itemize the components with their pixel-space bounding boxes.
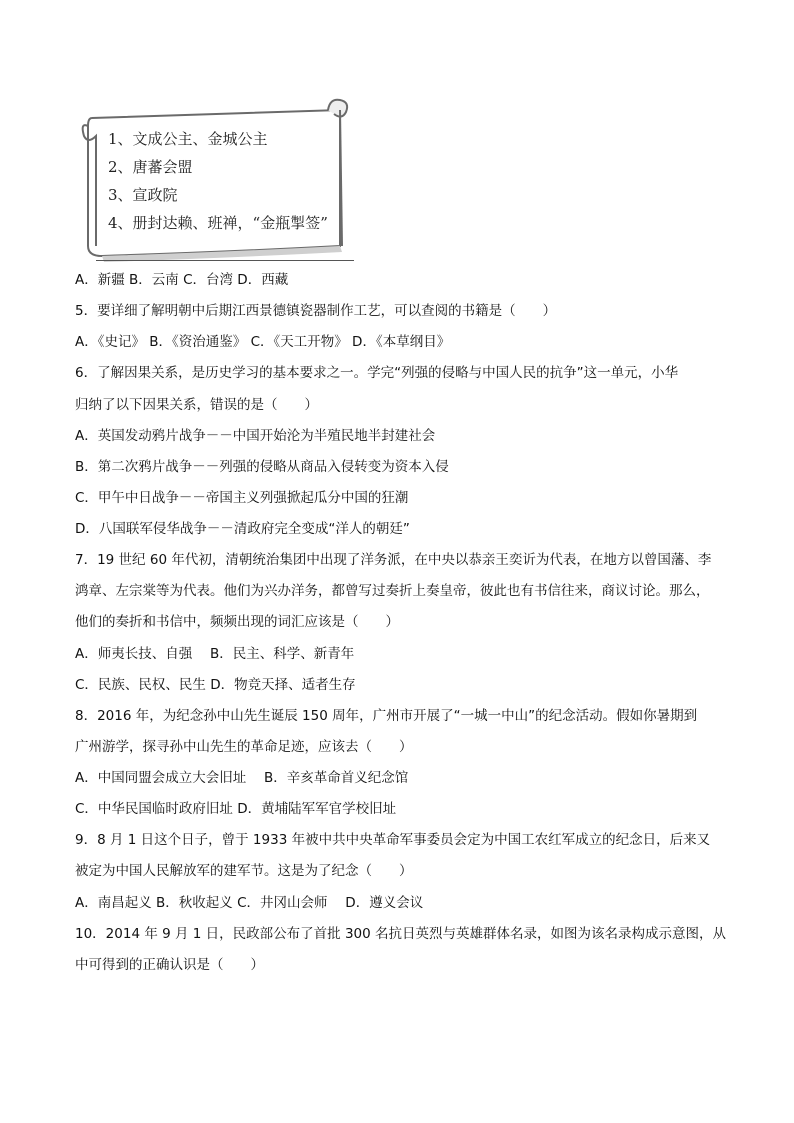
figure-line-1: 1、文成公主、金城公主 bbox=[108, 130, 268, 148]
scroll-frame-icon bbox=[78, 96, 354, 262]
figure-line-4: 4、册封达赖、班禅，“金瓶掣签” bbox=[108, 214, 328, 232]
q6-option-d: D．八国联军侵华战争－－清政府完全变成“洋人的朝廷” bbox=[75, 521, 410, 537]
figure-divider bbox=[96, 260, 354, 261]
q10-stem-2: 中可得到的正确认识是（ ） bbox=[75, 957, 264, 973]
q7-options-cd: C．民族、民权、民生 D．物竞天择、适者生存 bbox=[75, 677, 356, 693]
figure-line-3: 3、宣政院 bbox=[108, 186, 178, 204]
scroll-figure bbox=[78, 96, 354, 262]
figure-line-2: 2、唐蕃会盟 bbox=[108, 158, 193, 176]
q7-stem-2: 鸿章、左宗棠等为代表。他们为兴办洋务，都曾写过奏折上奏皇帝，彼此也有书信往来，商议讨论。那么， bbox=[75, 583, 710, 599]
q8-options-cd: C．中华民国临时政府旧址 D．黄埔陆军军官学校旧址 bbox=[75, 801, 397, 817]
q7-stem-3: 他们的奏折和书信中，频频出现的词汇应该是（ ） bbox=[75, 614, 399, 630]
q6-stem-2: 归纳了以下因果关系，错误的是（ ） bbox=[75, 397, 318, 413]
q8-options-ab: A．中国同盟会成立大会旧址 B．辛亥革命首义纪念馆 bbox=[75, 770, 409, 786]
q5-stem: 5．要详细了解明朝中后期江西景德镇瓷器制作工艺，可以查阅的书籍是（ ） bbox=[75, 303, 557, 319]
q6-stem-1: 6．了解因果关系，是历史学习的基本要求之一。学完“列强的侵略与中国人民的抗争”这一单元，小华 bbox=[75, 365, 679, 381]
q7-stem-1: 7．19 世纪 60 年代初，清朝统治集团中出现了洋务派，在中央以恭亲王奕䜣为代表，在地方以曾国藩、李 bbox=[75, 552, 712, 568]
q4-options: A．新疆 B．云南 C．台湾 D．西藏 bbox=[75, 272, 289, 288]
q9-options: A．南昌起义 B．秋收起义 C．井冈山会师 D．遵义会议 bbox=[75, 895, 424, 911]
q10-stem-1: 10．2014 年 9 月 1 日，民政部公布了首批 300 名抗日英烈与英雄群体名录，如图为该名录构成示意图，从 bbox=[75, 926, 727, 942]
q6-option-c: C．甲午中日战争－－帝国主义列强掀起瓜分中国的狂潮 bbox=[75, 490, 409, 506]
q9-stem-1: 9．8 月 1 日这个日子，曾于 1933 年被中共中央革命军事委员会定为中国工农红军成立的纪念日，后来又 bbox=[75, 832, 711, 848]
q8-stem-2: 广州游学，探寻孙中山先生的革命足迹，应该去（ ） bbox=[75, 739, 413, 755]
q7-options-ab: A．师夷长技、自强 B．民主、科学、新青年 bbox=[75, 646, 355, 662]
q9-stem-2: 被定为中国人民解放军的建军节。这是为了纪念（ ） bbox=[75, 863, 413, 879]
q8-stem-1: 8．2016 年，为纪念孙中山先生诞辰 150 周年，广州市开展了“一城一中山”的纪念活动。假如你暑期到 bbox=[75, 708, 698, 724]
q5-options: A．《史记》 B．《资治通鉴》 C．《天工开物》 D．《本草纲目》 bbox=[75, 334, 451, 350]
q6-option-b: B．第二次鸦片战争－－列强的侵略从商品入侵转变为资本入侵 bbox=[75, 459, 449, 475]
q6-option-a: A．英国发动鸦片战争－－中国开始沦为半殖民地半封建社会 bbox=[75, 428, 436, 444]
